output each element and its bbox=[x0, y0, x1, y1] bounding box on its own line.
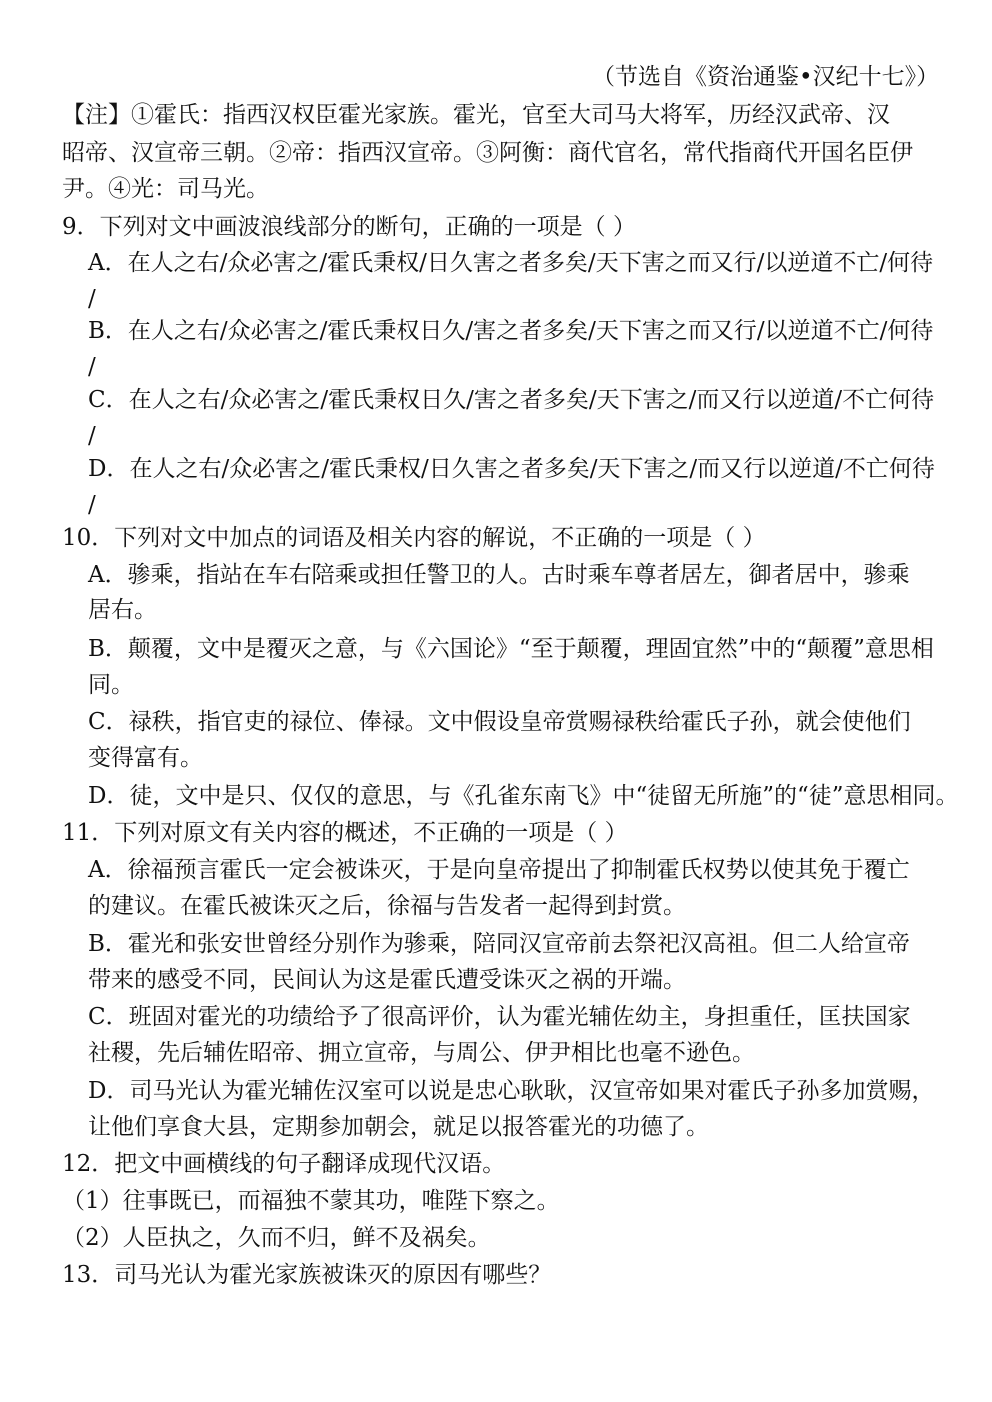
option-c-continuation: / bbox=[88, 423, 96, 449]
option-d: D．在人之右/众必害之/霍氏秉权/日久害之者多矣/天下害之/而又行以逆道/不亡何待 bbox=[88, 456, 935, 482]
option-a-continuation: / bbox=[88, 286, 96, 312]
option-c: C．班固对霍光的功绩给予了很高评价，认为霍光辅佐幼主，身担重任，匡扶国家 bbox=[88, 1004, 911, 1030]
option-d: D．徒，文中是只、仅仅的意思，与《孔雀东南飞》中“徒留无所施”的“徒”意思相同。 bbox=[88, 783, 959, 809]
option-b: B．颠覆，文中是覆灭之意，与《六国论》“至于颠覆，理固宜然”中的“颠覆”意思相 bbox=[88, 636, 934, 662]
question-stem: 9．下列对文中画波浪线部分的断句，正确的一项是（ ） bbox=[62, 214, 636, 240]
option-c-continuation: 社稷，先后辅佐昭帝、拥立宣帝，与周公、伊尹相比也毫不逊色。 bbox=[88, 1040, 755, 1066]
option-b-continuation: / bbox=[88, 354, 96, 380]
option-d: D．司马光认为霍光辅佐汉室可以说是忠心耿耿，汉宣帝如果对霍氏子孙多加赏赐， bbox=[88, 1078, 935, 1104]
note-line: 【注】①霍氏：指西汉权臣霍光家族。霍光，官至大司马大将军，历经汉武帝、汉 bbox=[62, 102, 890, 128]
option-b: B．在人之右/众必害之/霍氏秉权日久/害之者多矣/天下害之而又行/以逆道不亡/何待 bbox=[88, 318, 934, 344]
note-line: 昭帝、汉宣帝三朝。②帝：指西汉宣帝。③阿衡：商代官名，常代指商代开国名臣伊 bbox=[62, 140, 913, 166]
option-a-continuation: 的建议。在霍氏被诛灭之后，徐福与告发者一起得到封赏。 bbox=[88, 893, 686, 919]
question-stem: 13．司马光认为霍光家族被诛灭的原因有哪些？ bbox=[62, 1262, 552, 1288]
source-citation: （节选自《资治通鉴•汉纪十七》） bbox=[592, 64, 940, 90]
note-line: 尹。④光：司马光。 bbox=[62, 176, 269, 202]
option-d-continuation: / bbox=[88, 492, 96, 518]
option-a: A．徐福预言霍氏一定会被诛灭，于是向皇帝提出了抑制霍氏权势以使其免于覆亡 bbox=[88, 857, 910, 883]
translation-item: （2）人臣执之，久而不归，鲜不及祸矣。 bbox=[62, 1225, 491, 1251]
option-a-continuation: 居右。 bbox=[88, 597, 157, 623]
option-b-continuation: 带来的感受不同，民间认为这是霍氏遭受诛灭之祸的开端。 bbox=[88, 967, 686, 993]
option-b: B．霍光和张安世曾经分别作为骖乘，陪同汉宣帝前去祭祀汉高祖。但二人给宣帝 bbox=[88, 931, 910, 957]
question-stem: 11．下列对原文有关内容的概述，不正确的一项是（ ） bbox=[62, 820, 628, 846]
option-c: C．在人之右/众必害之/霍氏秉权日久/害之者多矣/天下害之/而又行以逆道/不亡何待 bbox=[88, 387, 935, 413]
option-a: A．在人之右/众必害之/霍氏秉权/日久害之者多矣/天下害之而又行/以逆道不亡/何待 bbox=[88, 250, 934, 276]
question-stem: 10．下列对文中加点的词语及相关内容的解说，不正确的一项是（ ） bbox=[62, 525, 766, 551]
option-a: A．骖乘，指站在车右陪乘或担任警卫的人。古时乘车尊者居左，御者居中，骖乘 bbox=[88, 562, 910, 588]
option-c-continuation: 变得富有。 bbox=[88, 745, 203, 771]
option-d-continuation: 让他们享食大县，定期参加朝会，就足以报答霍光的功德了。 bbox=[88, 1114, 709, 1140]
question-stem: 12．把文中画横线的句子翻译成现代汉语。 bbox=[62, 1151, 506, 1177]
option-b-continuation: 同。 bbox=[88, 672, 134, 698]
option-c: C．禄秩，指官吏的禄位、俸禄。文中假设皇帝赏赐禄秩给霍氏子孙，就会使他们 bbox=[88, 709, 911, 735]
translation-item: （1）往事既已，而福独不蒙其功，唯陛下察之。 bbox=[62, 1188, 560, 1214]
